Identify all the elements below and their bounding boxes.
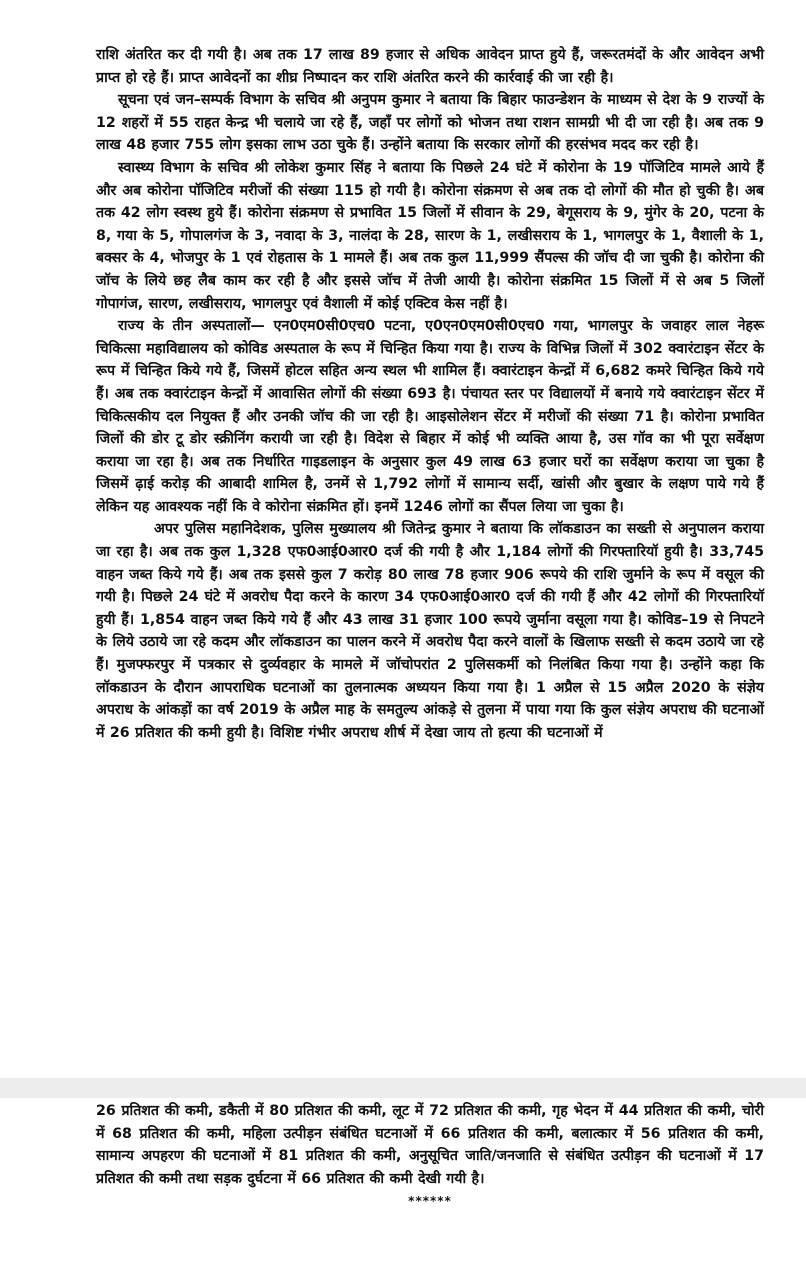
paragraph-fund-transfer: राशि अंतरित कर दी गयी है। अब तक 17 लाख 89 हजार से अधिक आवेदन प्राप्त हुये हैं, जरूरतमंदों के और आवेदन अभी प्राप्त हो रहे हैं। प्राप्त आवेदनों का शीघ्र निष्पादन कर राशि अंतरित करने की कार्रवाई की जा रही है। xyxy=(96,47,764,86)
paragraph-info-department: सूचना एवं जन–सम्पर्क विभाग के सचिव श्री अनुपम कुमार ने बताया कि बिहार फाउन्डेशन के माध्यम से देश के 9 राज्यों के 12 शहरों में 55 राहत केन्द्र भी चलाये जा रहे हैं, जहाँ पर लोगों को भोजन तथा राशन सामग्री भी दी जा रही है। अब तक 9 लाख 48 हजार 755 लोग इसका लाभ उठा चुके हैं। उन्होंने बताया कि सरकार लोगों की हरसंभव मदद कर रही है। xyxy=(96,92,764,154)
paragraph-hospitals-quarantine: राज्य के तीन अस्पतालों— एन0एम0सी0एच0 पटना, ए0एन0एम0सी0एच0 गया, भागलपुर के जवाहर लाल नेहरू चिकित्सा महाविद्यालय को कोविड अस्पताल के रूप में चिन्हित किया गया है। राज्य के विभिन्न जिलों में 302 क्वारंटाइन सेंटर के रूप में चिन्हित किये गये हैं, जिसमें होटल सहित अन्य स्थल भी शामिल हैं। क्वारंटाइन केन्द्रों में 6,682 कमरे चिन्हित किये गये हैं। अब तक क्वारंटाइन केन्द्रों में आवासित लोगों की संख्या 693 है। पंचायत स्तर पर विद्यालयों में बनाये गये क्वारंटाइन सेंटर में चिकित्सकीय दल नियुक्त हैं और उनकी जॉच की जा रही है। आइसोलेशन सेंटर में मरीजों की संख्या 71 है। कोरोना प्रभावित जिलों की डोर टू डोर स्क्रीनिंग करायी जा रही है। विदेश से बिहार में कोई भी व्यक्ति आया है, उस गॉव का भी पूरा सर्वेक्षण कराया जा रहा है। अब तक निर्धारित गाइडलाइन के अनुसार कुल 49 लाख 63 हजार घरों का सर्वेक्षण कराया जा चुका है जिसमें ढ़ाई करोड़ की आबादी शामिल है, उनमें से 1,792 लोगों में सामान्य सर्दी, खांसी और बुखार के लक्षण पाये गये हैं लेकिन यह आवश्यक नहीं कि वे कोरोना संक्रमित हों। इनमें 1246 लोगों का सैंपल लिया जा चुका है। xyxy=(96,318,764,515)
document-page-2 xyxy=(0,1098,806,1280)
paragraph-police-lockdown: अपर पुलिस महानिदेशक, पुलिस मुख्यालय श्री जितेन्द्र कुमार ने बताया कि लॉकडाउन का सख्ती से अनुपालन कराया जा रहा है। अब तक कुल 1,328 एफ0आई0आर0 दर्ज की गयी है और 1,184 लोगों की गिरफ्तारियॉ हुयी है। 33,745 वाहन जब्त किये गये हैं। अब तक इससे कुल 7 करोड़ 80 लाख 78 हजार 906 रूपये की राशि जुर्माने के रूप में वसूल की गयी है। पिछले 24 घंटे में अवरोध पैदा करने के कारण 34 एफ0आई0आर0 दर्ज की गयी हैं और 42 लोगों की गिरफ्तारियॉ हुयी हैं। 1,854 वाहन जब्त किये गये हैं और 43 लाख 31 हजार 100 रूपये जुर्माना वसूला गया है। कोविड–19 से निपटने के लिये उठाये जा रहे कदम और लॉकडाउन का पालन करने में अवरोध पैदा करने वालों के खिलाफ सख्ती से कदम उठाये जा रहे हैं। मुजफ्फरपुर में पत्रकार से दुर्व्यवहार के मामले में जॉचोपरांत 2 पुलिसकर्मी को निलंबित किया गया है। उन्होंने कहा कि लॉकडाउन के दौरान आपराधिक घटनाओं का तुलनात्मक अध्ययन किया गया है। 1 अप्रैल से 15 अप्रैल 2020 के संज्ञेय अपराध के आंकड़ों का वर्ष 2019 के अप्रैल माह के समतुल्य आंकड़े से तुलना में पाया गया कि कुल संज्ञेय अपराध की घटनाओं में 26 प्रतिशत की कमी हुयी है। विशिष्ट गंभीर अपराध शीर्ष में देखा जाय तो हत्या की घटनाओं में xyxy=(96,521,764,741)
page-separator xyxy=(0,1078,806,1098)
page-1-body xyxy=(96,44,764,744)
paragraph-crime-statistics: 26 प्रतिशत की कमी, डकैती में 80 प्रतिशत की कमी, लूट में 72 प्रतिशत की कमी, गृह भेदन में 44 प्रतिशत की कमी, चोरी में 68 प्रतिशत की कमी, महिला उत्पीड़न संबंधित घटनाओं में 66 प्रतिशत की कमी, बलात्कार में 56 प्रतिशत की कमी, सामान्य अपहरण की घटनाओं में 81 प्रतिशत की कमी, अनुसूचित जाति/जनजाति से संबंधित उत्पीड़न की घटनाओं में 17 प्रतिशत की कमी तथा सड़क दुर्घटना में 66 प्रतिशत की कमी देखी गयी है। xyxy=(96,1103,764,1187)
paragraph-health-department: स्वास्थ्य विभाग के सचिव श्री लोकेश कुमार सिंह ने बताया कि पिछले 24 घंटे में कोरोना के 19 पॉजिटिव मामले आये हैं और अब कोरोना पॉजिटिव मरीजों की संख्या 115 हो गयी है। कोरोना संक्रमण से अब तक दो लोगों की मौत हो चुकी है। अब तक 42 लोग स्वस्थ हुये हैं। कोरोना संक्रमण से प्रभावित 15 जिलों में सीवान के 29, बेगूसराय के 9, मुंगेर के 20, पटना के 8, गया के 5, गोपालगंज के 3, नवादा के 3, नालंदा के 28, सारण के 1, लखीसराय के 1, भागलपुर के 1, वैशाली के 1, बक्सर के 4, भोजपुर के 1 एवं रोहतास के 1 मामले हैं। अब तक कुल 11,999 सैंपल्स की जॉच दी जा चुकी है। कोरोना की जॉच के लिये छह लैब काम कर रही है और इससे जॉच में तेजी आयी है। कोरोना संक्रमित 15 जिलों में से अब 5 जिलों गोपागंज, सारण, लखीसराय, भागलपुर एवं वैशाली में कोई एक्टिव केस नहीं है। xyxy=(96,159,764,312)
page-2-body xyxy=(96,1100,764,1210)
end-mark: ****** xyxy=(408,1194,452,1209)
